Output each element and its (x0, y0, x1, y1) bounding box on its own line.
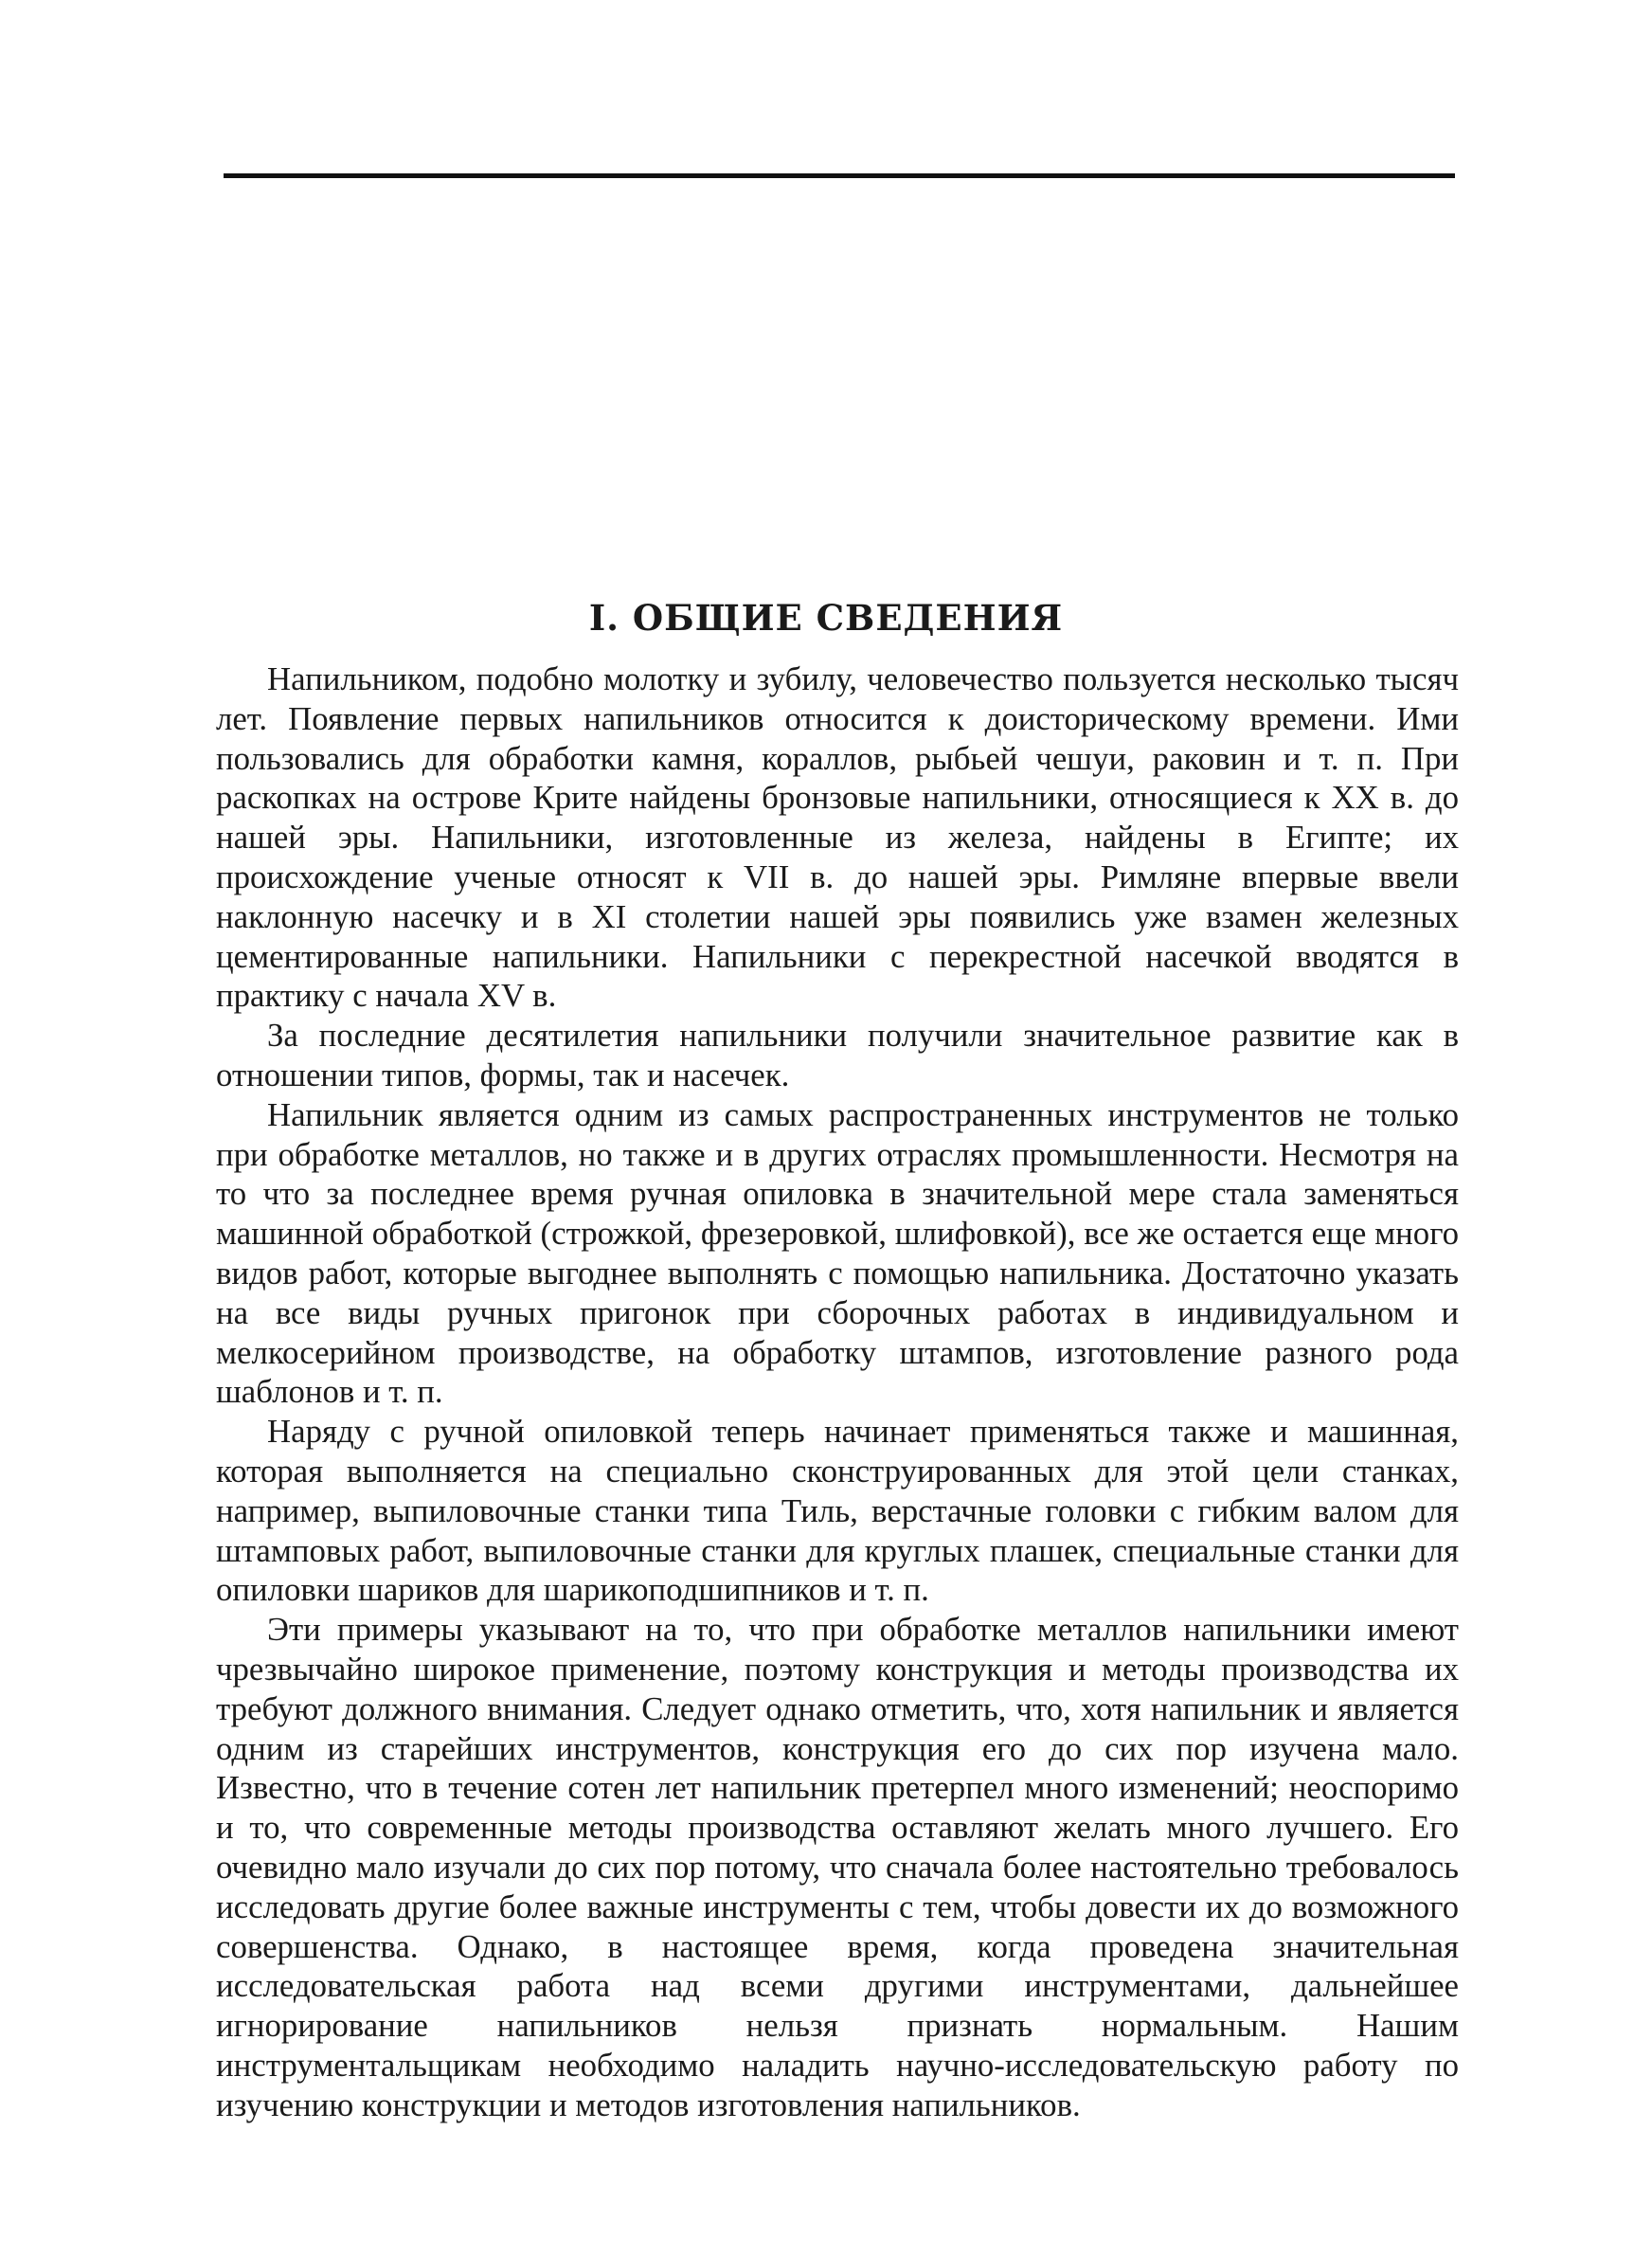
top-rule (224, 173, 1455, 178)
paragraph: Наряду с ручной опиловкой теперь начинает применяться также и машинная, которая выполняется на специально сконструированных для этой цели станках, например, выпиловочные станки типа Тиль, верстачные головки с гибким валом для штамповых работ, выпиловочные станки для круглых плашек, специальные станки для опиловки шариков для шарикоподшипников и т. п. (216, 1413, 1459, 1609)
paragraph: Напильник является одним из самых распространенных инструментов не только при обработке металлов, но также и в других отраслях промышленности. Несмотря на то что за последнее время ручная опиловка в значительной мере стала заменяться машинной обработкой (строжкой, фрезеровкой, шлифовкой), все же остается еще много видов работ, которые выгоднее выполнять с помощью напильника. Достаточно указать на все виды ручных пригонок при сборочных работах в индивидуальном и мелкосерийном производстве, на обработку штампов, изготовление разного рода шаблонов и т. п. (216, 1095, 1459, 1411)
paragraph: За последние десятилетия напильники получили значительное развитие как в отношении типов, формы, так и насечек. (216, 1017, 1459, 1093)
paragraph: Напильником, подобно молотку и зубилу, человечество пользуется несколько тысяч лет. Появление первых напильников относится к доисторическому времени. Ими пользовались для обработки камня, кораллов, рыбьей чешуи, раковин и т. п. При раскопках на острове Крите найдены бронзовые напильники, относящиеся к XX в. до нашей эры. Напильники, изготовленные из железа, найдены в Египте; их происхождение ученые относят к VII в. до нашей эры. Римляне впервые ввели наклонную насечку и в XI столетии нашей эры появились уже взамен железных цементированные напильники. Напильники с перекрестной насечкой вводятся в практику с начала XV в. (216, 660, 1459, 1015)
paragraph: Эти примеры указывают на то, что при обработке металлов напильники имеют чрезвычайно широкое применение, поэтому конструкция и методы производства их требуют должного внимания. Следует однако отметить, что, хотя напильник и является одним из старейших инструментов, конструкция его до сих пор изучена мало. Известно, что в течение сотен лет напильник претерпел много изменений; неоспоримо и то, что современные методы производства оставляют желать много лучшего. Его очевидно мало изучали до сих пор потому, что сначала более настоятельно требовалось исследовать другие более важные инструменты с тем, чтобы довести их до возможного совершенства. Однако, в настоящее время, когда проведена значительная исследовательская работа над всеми другими инструментами, дальнейшее игнорирование напильников нельзя признать нормальным. Нашим инструментальщикам необходимо наладить научно-исследовательскую работу по изучению конструкции и методов изготовления напильников. (216, 1611, 1459, 2123)
chapter-title: I. ОБЩИЕ СВЕДЕНИЯ (588, 597, 1064, 639)
body-text (216, 659, 1459, 2124)
